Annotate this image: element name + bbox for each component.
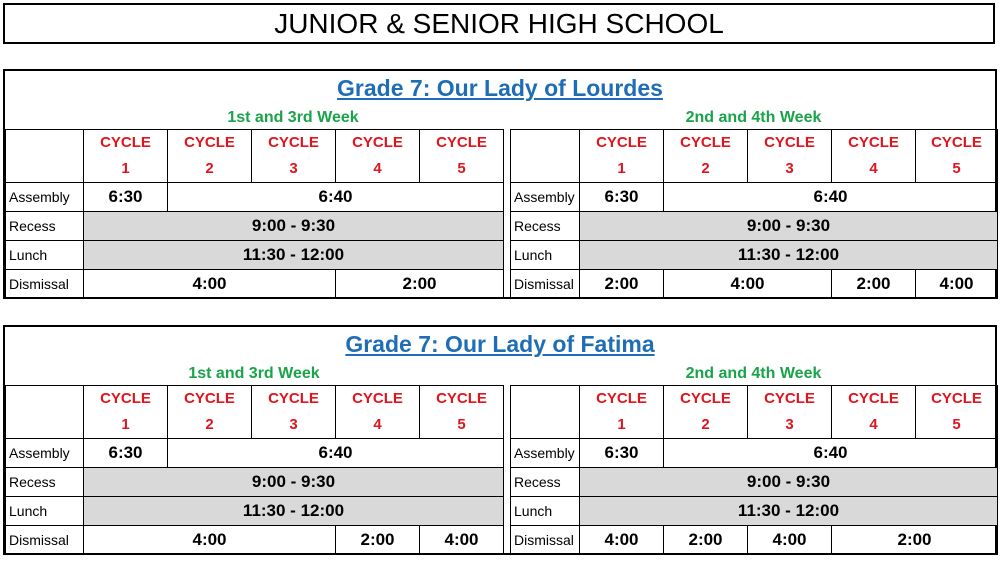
cycle-1-header: CYCLE 1: [580, 386, 664, 439]
dismissal-time: 4:00: [84, 270, 336, 299]
dismissal-row: [511, 526, 998, 555]
dismissal-row: [511, 270, 998, 299]
dismissal-time: 4:00: [84, 526, 336, 555]
dismissal-time: 2:00: [336, 526, 420, 555]
cycle-5-header: CYCLE 5: [420, 386, 504, 439]
dismissal-time: 2:00: [664, 526, 748, 555]
dismissal-time: 4:00: [580, 526, 664, 555]
lunch-row: [6, 497, 504, 526]
week-label-left: 1st and 3rd Week: [188, 365, 320, 382]
dismissal-time: 2:00: [832, 270, 916, 299]
dismissal-time: 4:00: [916, 270, 998, 299]
assembly-time: 6:40: [664, 439, 998, 468]
assembly-time: 6:30: [580, 183, 664, 212]
week-label-left: 1st and 3rd Week: [227, 109, 359, 126]
cycle-4-header: CYCLE 4: [832, 386, 916, 439]
lunch-time: 11:30 - 12:00: [84, 241, 504, 270]
assembly-time: 6:30: [84, 439, 168, 468]
recess-time: 9:00 - 9:30: [84, 212, 504, 241]
cycle-2-header: CYCLE 2: [168, 130, 252, 183]
row-label-assembly: Assembly: [511, 183, 580, 212]
dismissal-time: 4:00: [748, 526, 832, 555]
cycle-3-header: CYCLE 3: [748, 386, 832, 439]
page-title: JUNIOR & SENIOR HIGH SCHOOL: [3, 3, 995, 44]
dismissal-row: [6, 270, 504, 299]
row-label-dismissal: Dismissal: [6, 526, 84, 555]
cycle-4-header: CYCLE 4: [336, 386, 420, 439]
assembly-time: 6:30: [84, 183, 168, 212]
schedule-section-fatima: [3, 325, 997, 555]
assembly-row: [6, 439, 504, 468]
dismissal-time: 4:00: [664, 270, 832, 299]
dismissal-row: [6, 526, 504, 555]
schedule-table-right: [510, 385, 998, 555]
cycle-2-header: CYCLE 2: [664, 130, 748, 183]
row-label-recess: Recess: [511, 212, 580, 241]
row-label-dismissal: Dismissal: [511, 270, 580, 299]
cycle-1-header: CYCLE 1: [580, 130, 664, 183]
row-label-recess: Recess: [6, 468, 84, 497]
corner-cell: [6, 386, 84, 439]
row-label-lunch: Lunch: [6, 241, 84, 270]
recess-row: [511, 212, 998, 241]
assembly-row: [6, 183, 504, 212]
recess-row: [6, 468, 504, 497]
cycle-2-header: CYCLE 2: [168, 386, 252, 439]
dismissal-time: 2:00: [580, 270, 664, 299]
cycle-header-row: [511, 130, 998, 183]
recess-time: 9:00 - 9:30: [84, 468, 504, 497]
recess-time: 9:00 - 9:30: [580, 212, 998, 241]
recess-row: [511, 468, 998, 497]
recess-row: [6, 212, 504, 241]
cycle-3-header: CYCLE 3: [252, 386, 336, 439]
assembly-row: [511, 439, 998, 468]
assembly-time: 6:40: [168, 183, 504, 212]
section-title: Grade 7: Our Lady of Lourdes: [337, 75, 663, 101]
lunch-time: 11:30 - 12:00: [84, 497, 504, 526]
corner-cell: [6, 130, 84, 183]
schedule-table-left: [5, 385, 504, 555]
row-label-lunch: Lunch: [511, 497, 580, 526]
dismissal-time: 4:00: [420, 526, 504, 555]
week-label-right: 2nd and 4th Week: [685, 365, 822, 382]
schedule-section-lourdes: [3, 69, 997, 299]
week-label-right: 2nd and 4th Week: [685, 109, 822, 126]
dismissal-time: 2:00: [336, 270, 504, 299]
schedule-table-left: [5, 129, 504, 299]
cycle-3-header: CYCLE 3: [252, 130, 336, 183]
cycle-header-row: [6, 130, 504, 183]
lunch-row: [6, 241, 504, 270]
assembly-time: 6:30: [580, 439, 664, 468]
lunch-row: [511, 241, 998, 270]
lunch-time: 11:30 - 12:00: [580, 241, 998, 270]
lunch-time: 11:30 - 12:00: [580, 497, 998, 526]
row-label-dismissal: Dismissal: [511, 526, 580, 555]
section-title: Grade 7: Our Lady of Fatima: [345, 331, 655, 357]
cycle-header-row: [511, 386, 998, 439]
cycle-4-header: CYCLE 4: [336, 130, 420, 183]
corner-cell: [511, 130, 580, 183]
cycle-2-header: CYCLE 2: [664, 386, 748, 439]
row-label-assembly: Assembly: [6, 183, 84, 212]
assembly-time: 6:40: [168, 439, 504, 468]
row-label-recess: Recess: [511, 468, 580, 497]
row-label-assembly: Assembly: [6, 439, 84, 468]
lunch-row: [511, 497, 998, 526]
cycle-4-header: CYCLE 4: [832, 130, 916, 183]
row-label-dismissal: Dismissal: [6, 270, 84, 299]
cycle-header-row: [6, 386, 504, 439]
assembly-time: 6:40: [664, 183, 998, 212]
row-label-lunch: Lunch: [511, 241, 580, 270]
row-label-lunch: Lunch: [6, 497, 84, 526]
cycle-5-header: CYCLE 5: [420, 130, 504, 183]
corner-cell: [511, 386, 580, 439]
cycle-5-header: CYCLE 5: [916, 130, 998, 183]
cycle-5-header: CYCLE 5: [916, 386, 998, 439]
cycle-1-header: CYCLE 1: [84, 386, 168, 439]
cycle-3-header: CYCLE 3: [748, 130, 832, 183]
cycle-1-header: CYCLE 1: [84, 130, 168, 183]
dismissal-time: 2:00: [832, 526, 998, 555]
recess-time: 9:00 - 9:30: [580, 468, 998, 497]
row-label-recess: Recess: [6, 212, 84, 241]
row-label-assembly: Assembly: [511, 439, 580, 468]
assembly-row: [511, 183, 998, 212]
schedule-table-right: [510, 129, 998, 299]
